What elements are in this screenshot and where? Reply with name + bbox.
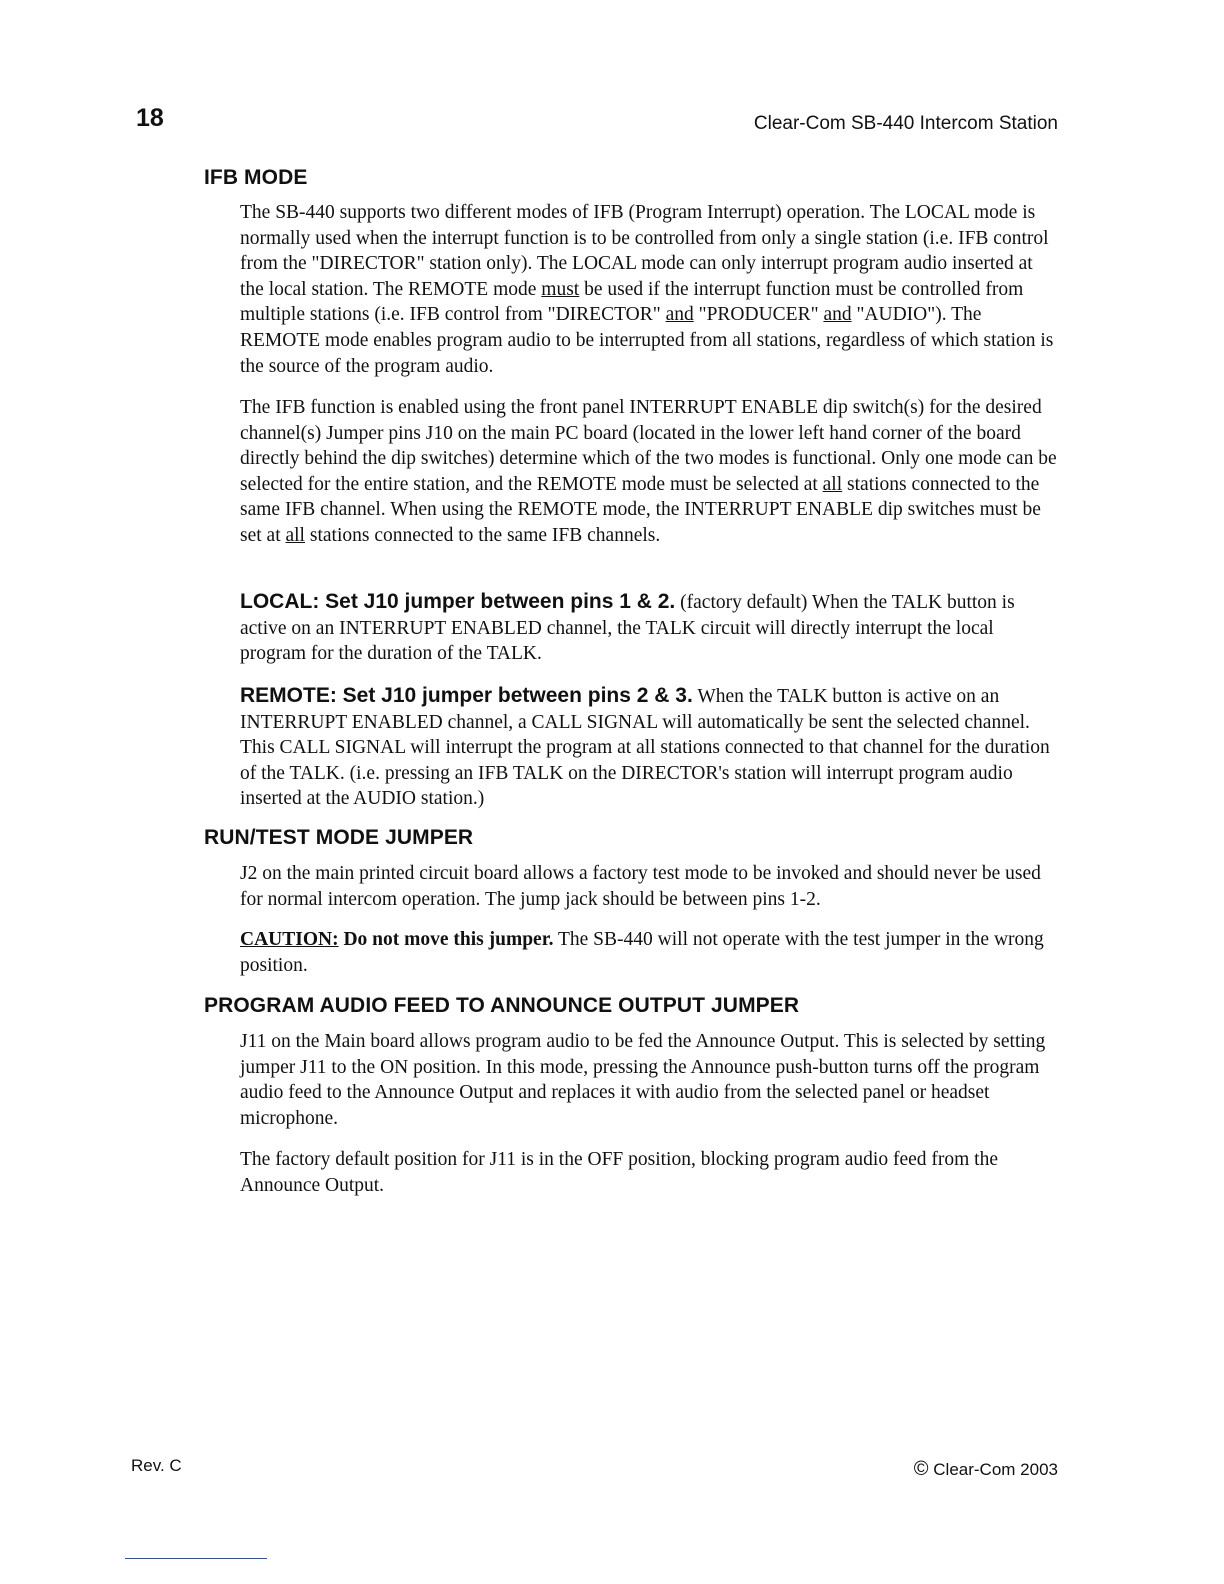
program-audio-paragraph-2: The factory default position for J11 is in the OFF position, blocking program audio feed from the Announce Output.	[240, 1149, 999, 1196]
underlined-word: must	[541, 278, 580, 300]
ifb-paragraph-1	[240, 200, 1060, 379]
caution-bold-text: Do not move this jumper.	[338, 929, 554, 950]
text-run: be used if the interrupt function must be controlled from multiple stations (i.e. IFB control from "DIRECTOR"	[240, 278, 1024, 326]
underlined-word: and	[823, 304, 852, 326]
caution-label: CAUTION:	[240, 929, 339, 950]
copyright-icon: ©	[913, 1458, 929, 1480]
heading-ifb-mode: IFB MODE	[204, 166, 308, 189]
text-run: When the TALK button is active on an INTERRUPT ENABLED channel, a CALL SIGNAL will automatically be sent the selected channel. This CALL SIGNAL will interrupt the program at all stations connected to that channel for the duration of the TALK. (i.e. pressing an IFB TALK on the DIRECTOR's station will interrupt program audio inserted at the AUDIO station.)	[240, 686, 1050, 810]
text-run: "PRODUCER"	[693, 304, 824, 326]
remote-mode-lead: REMOTE: Set J10 jumper between pins 2 & 3.	[240, 684, 693, 707]
underlined-word: all	[285, 524, 305, 546]
copyright-text: Clear-Com 2003	[928, 1460, 1058, 1479]
text-run: "AUDIO"). The REMOTE mode enables program audio to be interrupted from all stations, regardless of which station is the source of the program audio.	[240, 304, 1054, 377]
text-run: stations connected to the same IFB channels.	[304, 524, 661, 546]
underlined-word: all	[822, 473, 843, 495]
program-audio-paragraph-1: J11 on the Main board allows program audio to be fed the Announce Output. This is selected by setting jumper J11 to the ON position. In this mode, pressing the Announce push-button turns off the program audio feed to the Announce Output and replaces it with audio from the selected panel or headset microphone.	[240, 1031, 1046, 1129]
remote-mode-paragraph	[240, 683, 1060, 812]
text-run: The SB-440 will not operate with the test jumper in the wrong position.	[240, 929, 1044, 976]
page-number: 18	[136, 104, 164, 132]
heading-run-test-mode-jumper: RUN/TEST MODE JUMPER	[204, 826, 474, 849]
local-mode-paragraph	[240, 589, 1060, 667]
running-header-title: Clear-Com SB-440 Intercom Station	[753, 113, 1058, 134]
footer-copyright	[860, 1458, 1058, 1481]
footer-revision: Rev. C	[131, 1456, 182, 1475]
bottom-rule-divider	[125, 1558, 267, 1559]
runtest-paragraph: J2 on the main printed circuit board allows a factory test mode to be invoked and should never be used for normal intercom operation. The jump jack should be between pins 1-2.	[240, 863, 1041, 910]
text-run: The SB-440 supports two different modes of IFB (Program Interrupt) operation. The LOCAL mode is normally used when the interrupt function is to be controlled from only a single station (i.e. IFB control from the "DIRECTOR" station only). The LOCAL mode can only interrupt program audio inserted at the local station. The REMOTE mode	[240, 202, 1049, 300]
heading-program-audio-feed: PROGRAM AUDIO FEED TO ANNOUNCE OUTPUT JUMPER	[204, 994, 800, 1017]
underlined-word: and	[665, 304, 694, 326]
local-mode-lead: LOCAL: Set J10 jumper between pins 1 & 2.	[240, 590, 676, 613]
text-run: (factory default) When the TALK button is active on an INTERRUPT ENABLED channel, the TALK circuit will directly interrupt the local program for the duration of the TALK.	[240, 592, 1015, 665]
caution-paragraph	[240, 927, 1060, 978]
text-run: The IFB function is enabled using the front panel INTERRUPT ENABLE dip switch(s) for the desired channel(s) Jumper pins J10 on the main PC board (located in the lower left hand corner of the board directly behind the dip switches) determine which of the two modes is functional. Only one mode can be selected for the entire station, and the REMOTE mode must be selected at	[240, 397, 1057, 495]
text-run: stations connected to the same IFB channel. When using the REMOTE mode, the INTERRUPT ENABLE dip switches must be set at	[240, 473, 1041, 546]
ifb-paragraph-2	[240, 395, 1060, 549]
